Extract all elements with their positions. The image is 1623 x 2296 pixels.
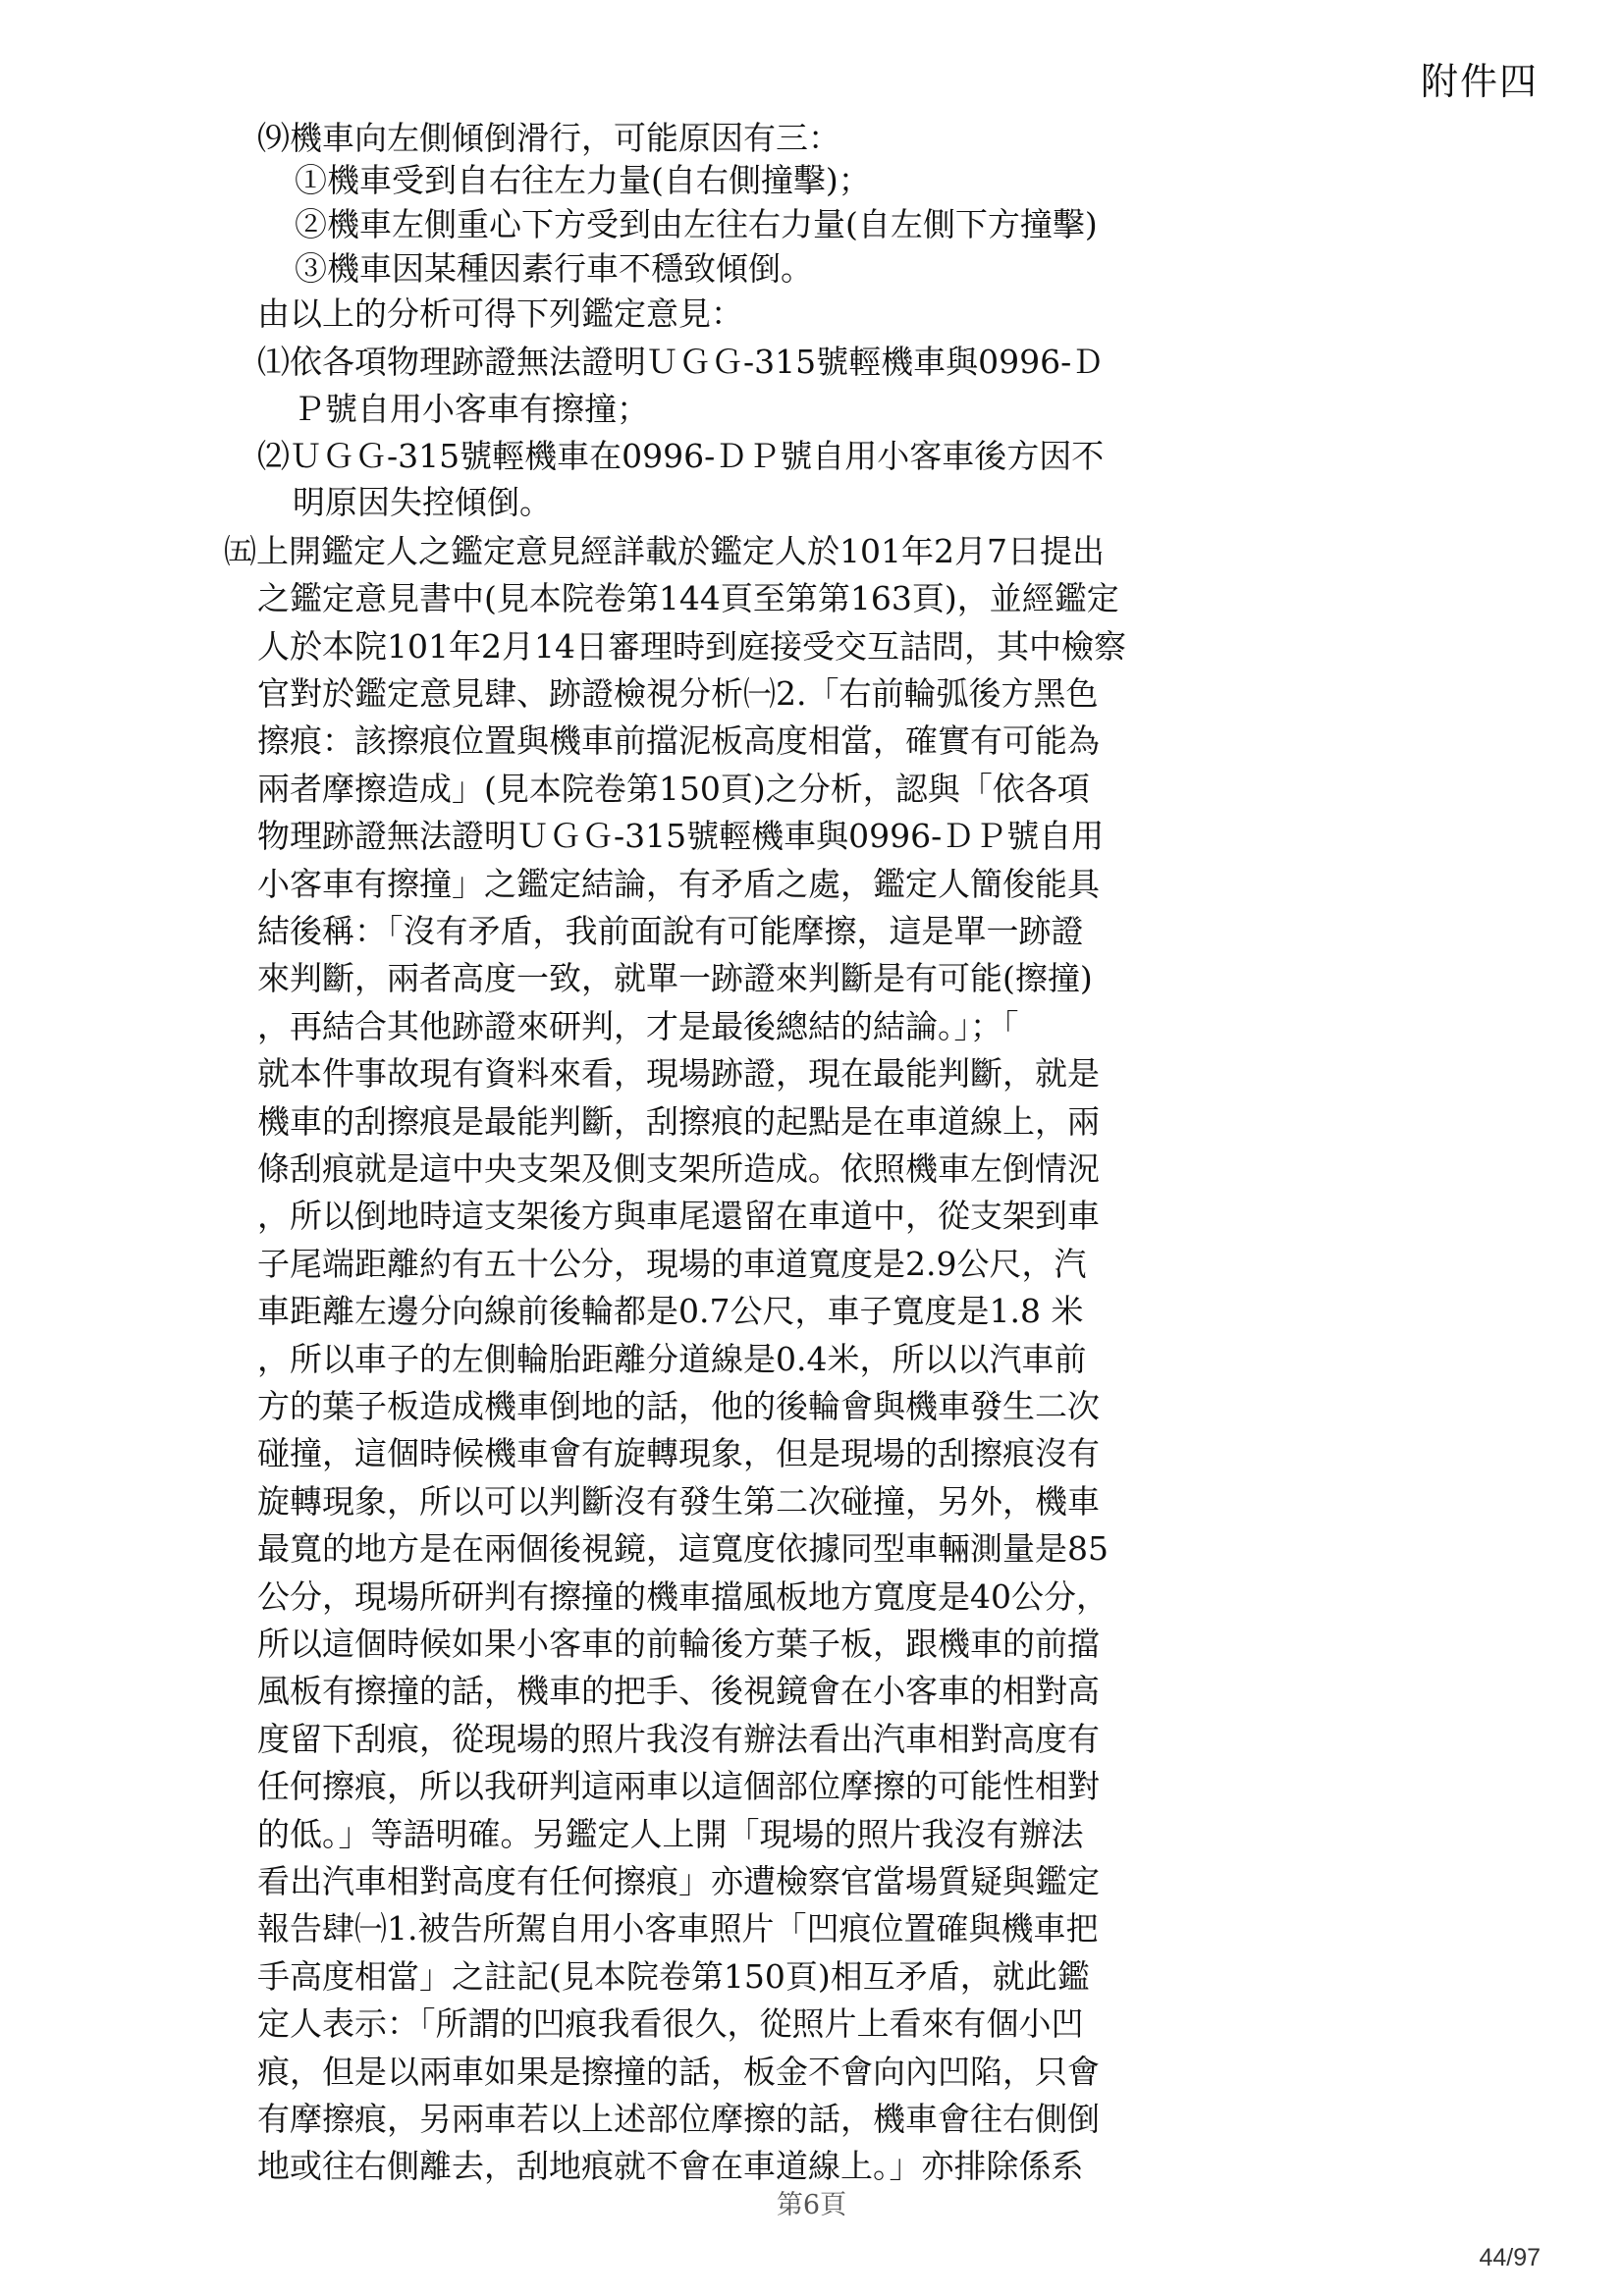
- text-line: 最寬的地方是在兩個後視鏡，這寬度依據同型車輛測量是85: [257, 1529, 1109, 1568]
- text-line: 物理跡證無法證明ＵＧＧ-315號輕機車與0996-ＤＰ號自用: [257, 817, 1105, 855]
- text-line: 公分，現場所研判有擦撞的機車擋風板地方寬度是40公分，: [257, 1577, 1109, 1616]
- text-line: ，所以倒地時這支架後方與車尾還留在車道中，從支架到車: [257, 1197, 1100, 1235]
- text-line: 官對於鑑定意見肆、跡證檢視分析㈠2.「右前輪弧後方黑色: [257, 674, 1099, 713]
- text-line: ㈤上開鑑定人之鑑定意見經詳載於鑑定人於101年2月7日提出: [224, 532, 1105, 570]
- text-line: 兩者摩擦造成」(見本院卷第150頁)之分析，認與「依各項: [257, 770, 1090, 808]
- text-line: ⑼機車向左側傾倒滑行，可能原因有三：: [257, 119, 840, 157]
- text-line: ⑴依各項物理跡證無法證明ＵＧＧ-315號輕機車與0996-Ｄ: [257, 343, 1105, 381]
- page-number: 第6頁: [776, 2190, 847, 2220]
- text-line: Ｐ號自用小客車有擦撞；: [293, 390, 649, 428]
- text-line: 看出汽車相對高度有任何擦痕」亦遭檢察官當場質疑與鑑定: [257, 1862, 1100, 1900]
- text-line: 小客車有擦撞」之鑑定結論，有矛盾之處，鑑定人簡俊能具: [257, 865, 1100, 903]
- text-line: 任何擦痕，所以我研判這兩車以這個部位摩擦的可能性相對: [257, 1767, 1100, 1805]
- text-line: 方的葉子板造成機車倒地的話，他的後輪會與機車發生二次: [257, 1387, 1100, 1425]
- text-line: 痕，但是以兩車如果是擦撞的話，板金不會向內凹陷，只會: [257, 2053, 1100, 2091]
- text-line: 地或往右側離去，刮地痕就不會在車道線上。」亦排除係系: [257, 2147, 1084, 2185]
- text-line: 人於本院101年2月14日審理時到庭接受交互詰問，其中檢察: [257, 627, 1126, 666]
- text-line: 擦痕：該擦痕位置與機車前擋泥板高度相當，確實有可能為: [257, 721, 1100, 760]
- text-line: ，所以車子的左側輪胎距離分道線是0.4米，所以以汽車前: [257, 1340, 1087, 1378]
- text-line: 之鑑定意見書中(見本院卷第144頁至第第163頁)，並經鑑定: [257, 579, 1119, 617]
- text-line: 車距離左邊分向線前後輪都是0.7公尺，車子寬度是1.8 米: [257, 1292, 1084, 1330]
- text-line: 手高度相當」之註記(見本院卷第150頁)相互矛盾，就此鑑: [257, 1957, 1090, 1996]
- text-line: 所以這個時候如果小客車的前輪後方葉子板，跟機車的前擋: [257, 1625, 1100, 1663]
- text-line: ③機車因某種因素行車不穩致傾倒。: [295, 249, 813, 288]
- text-line: 有摩擦痕，另兩車若以上述部位摩擦的話，機車會往右側倒: [257, 2100, 1100, 2138]
- text-line: 報告肆㈠1.被告所駕自用小客車照片「凹痕位置確與機車把: [257, 1909, 1099, 1948]
- text-line: 結後稱：「沒有矛盾，我前面說有可能摩擦，這是單一跡證: [257, 912, 1084, 950]
- text-line: 機車的刮擦痕是最能判斷，刮擦痕的起點是在車道線上，兩: [257, 1102, 1100, 1141]
- text-line: 定人表示：「所謂的凹痕我看很久，從照片上看來有個小凹: [257, 2004, 1084, 2043]
- text-line: 就本件事故現有資料來看，現場跡證，現在最能判斷，就是: [257, 1054, 1100, 1093]
- text-line: ，再結合其他跡證來研判，才是最後總結的結論。」；「: [257, 1007, 1019, 1045]
- text-line: 子尾端距離約有五十公分，現場的車道寬度是2.9公尺，汽: [257, 1245, 1087, 1283]
- text-line: ①機車受到自右往左力量(自右側撞擊)；: [295, 161, 871, 199]
- text-line: 風板有擦撞的話，機車的把手、後視鏡會在小客車的相對高: [257, 1672, 1100, 1710]
- text-line: ②機車左側重心下方受到由左往右力量(自左側下方撞擊): [295, 205, 1098, 243]
- text-line: 來判斷，兩者高度一致，就單一跡證來判斷是有可能(擦撞): [257, 959, 1093, 997]
- text-line: ⑵ＵＧＧ-315號輕機車在0996-ＤＰ號自用小客車後方因不: [257, 437, 1105, 475]
- text-line: 旋轉現象，所以可以判斷沒有發生第二次碰撞，另外，機車: [257, 1482, 1100, 1521]
- text-line: 碰撞，這個時候機車會有旋轉現象，但是現場的刮擦痕沒有: [257, 1434, 1100, 1472]
- text-line: 明原因失控傾倒。: [293, 483, 552, 521]
- text-line: 度留下刮痕，從現場的照片我沒有辦法看出汽車相對高度有: [257, 1720, 1100, 1758]
- text-line: 由以上的分析可得下列鑑定意見：: [257, 294, 743, 333]
- attachment-label: 附件四: [1420, 60, 1539, 103]
- text-line: 的低。」等語明確。另鑑定人上開「現場的照片我沒有辦法: [257, 1815, 1084, 1853]
- text-line: 條刮痕就是這中央支架及側支架所造成。依照機車左倒情況: [257, 1149, 1100, 1188]
- page-count: 44/97: [1479, 2244, 1541, 2271]
